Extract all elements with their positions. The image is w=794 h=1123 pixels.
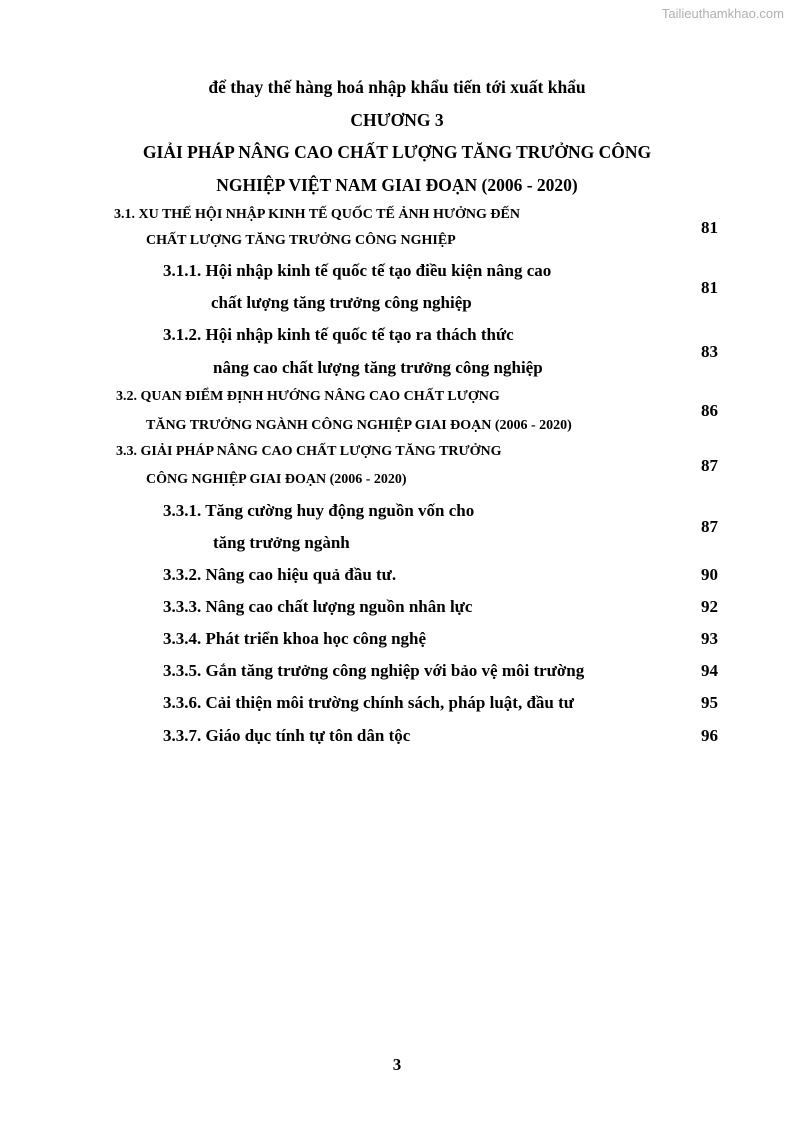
toc-entry-3-3-5: 3.3.5. Gắn tăng trưởng công nghiệp với bảo vệ môi trường	[163, 661, 585, 680]
toc-page-3-3-6: 95	[701, 693, 718, 712]
watermark: Tailieuthamkhao.com	[661, 6, 784, 21]
toc-page-3-3-7: 96	[701, 726, 718, 745]
chapter-title-line1: GIẢI PHÁP NÂNG CAO CHẤT LƯỢNG TĂNG TRƯỞNG CÔNG	[142, 142, 652, 162]
toc-entry-3-3-1-line1: 3.3.1. Tăng cường huy động nguồn vốn cho	[163, 501, 475, 520]
toc-page-3-1: 81	[701, 218, 718, 237]
toc-entry-3-3-1-line2: tăng trưởng ngành	[213, 533, 350, 552]
toc-entry-3-1-2-line2: nâng cao chất lượng tăng trưởng công nghiệp	[213, 358, 543, 377]
toc-entry-3-1-line1: 3.1. XU THẾ HỘI NHẬP KINH TẾ QUỐC TẾ ẢNH HƯỞNG ĐẾN	[114, 207, 520, 222]
toc-entry-3-3-3: 3.3.3. Nâng cao chất lượng nguồn nhân lực	[163, 597, 473, 616]
toc-entry-3-1-line2: CHẤT LƯỢNG TĂNG TRƯỞNG CÔNG NGHIỆP	[146, 233, 456, 248]
toc-entry-3-3-line2: CÔNG NGHIỆP GIAI ĐOẠN (2006 - 2020)	[146, 472, 407, 487]
toc-entry-3-2-line1: 3.2. QUAN ĐIỂM ĐỊNH HƯỚNG NÂNG CAO CHẤT LƯỢNG	[116, 389, 500, 404]
chapter-title-line2: NGHIỆP VIỆT NAM GIAI ĐOẠN (2006 - 2020)	[216, 175, 578, 195]
toc-entry-3-1-1-line1: 3.1.1. Hội nhập kinh tế quốc tế tạo điều kiện nâng cao	[163, 261, 552, 280]
toc-entry-3-3-6: 3.3.6. Cải thiện môi trường chính sách, pháp luật, đầu tư	[163, 693, 574, 712]
toc-entry-3-1-2-line1: 3.1.2. Hội nhập kinh tế quốc tế tạo ra thách thức	[163, 325, 514, 344]
toc-entry-3-3-7: 3.3.7. Giáo dục tính tự tôn dân tộc	[163, 726, 411, 745]
toc-entry-3-3-line1: 3.3. GIẢI PHÁP NÂNG CAO CHẤT LƯỢNG TĂNG TRƯỞNG	[116, 444, 502, 459]
toc-page-3-1-2: 83	[701, 342, 718, 361]
toc-page-3-3-1: 87	[701, 517, 718, 536]
page-number: 3	[392, 1055, 402, 1074]
continued-heading: để thay thế hàng hoá nhập khẩu tiến tới xuất khẩu	[208, 77, 586, 97]
toc-page-3-3-4: 93	[701, 629, 718, 648]
toc-entry-3-3-4: 3.3.4. Phát triển khoa học công nghệ	[163, 629, 427, 648]
toc-page-3-3-5: 94	[701, 661, 718, 680]
toc-entry-3-1-1-line2: chất lượng tăng trưởng công nghiệp	[211, 293, 472, 312]
chapter-label: CHƯƠNG 3	[350, 110, 444, 130]
toc-page-3-3-3: 92	[701, 597, 718, 616]
toc-entry-3-2-line2: TĂNG TRƯỞNG NGÀNH CÔNG NGHIỆP GIAI ĐOẠN (2006 - 2020)	[146, 418, 572, 433]
toc-page-3-2: 86	[701, 401, 718, 420]
toc-entry-3-3-2: 3.3.2. Nâng cao hiệu quả đầu tư.	[163, 565, 397, 584]
toc-page-3-1-1: 81	[701, 278, 718, 297]
toc-page-3-3-2: 90	[701, 565, 718, 584]
toc-page-3-3: 87	[701, 456, 718, 475]
